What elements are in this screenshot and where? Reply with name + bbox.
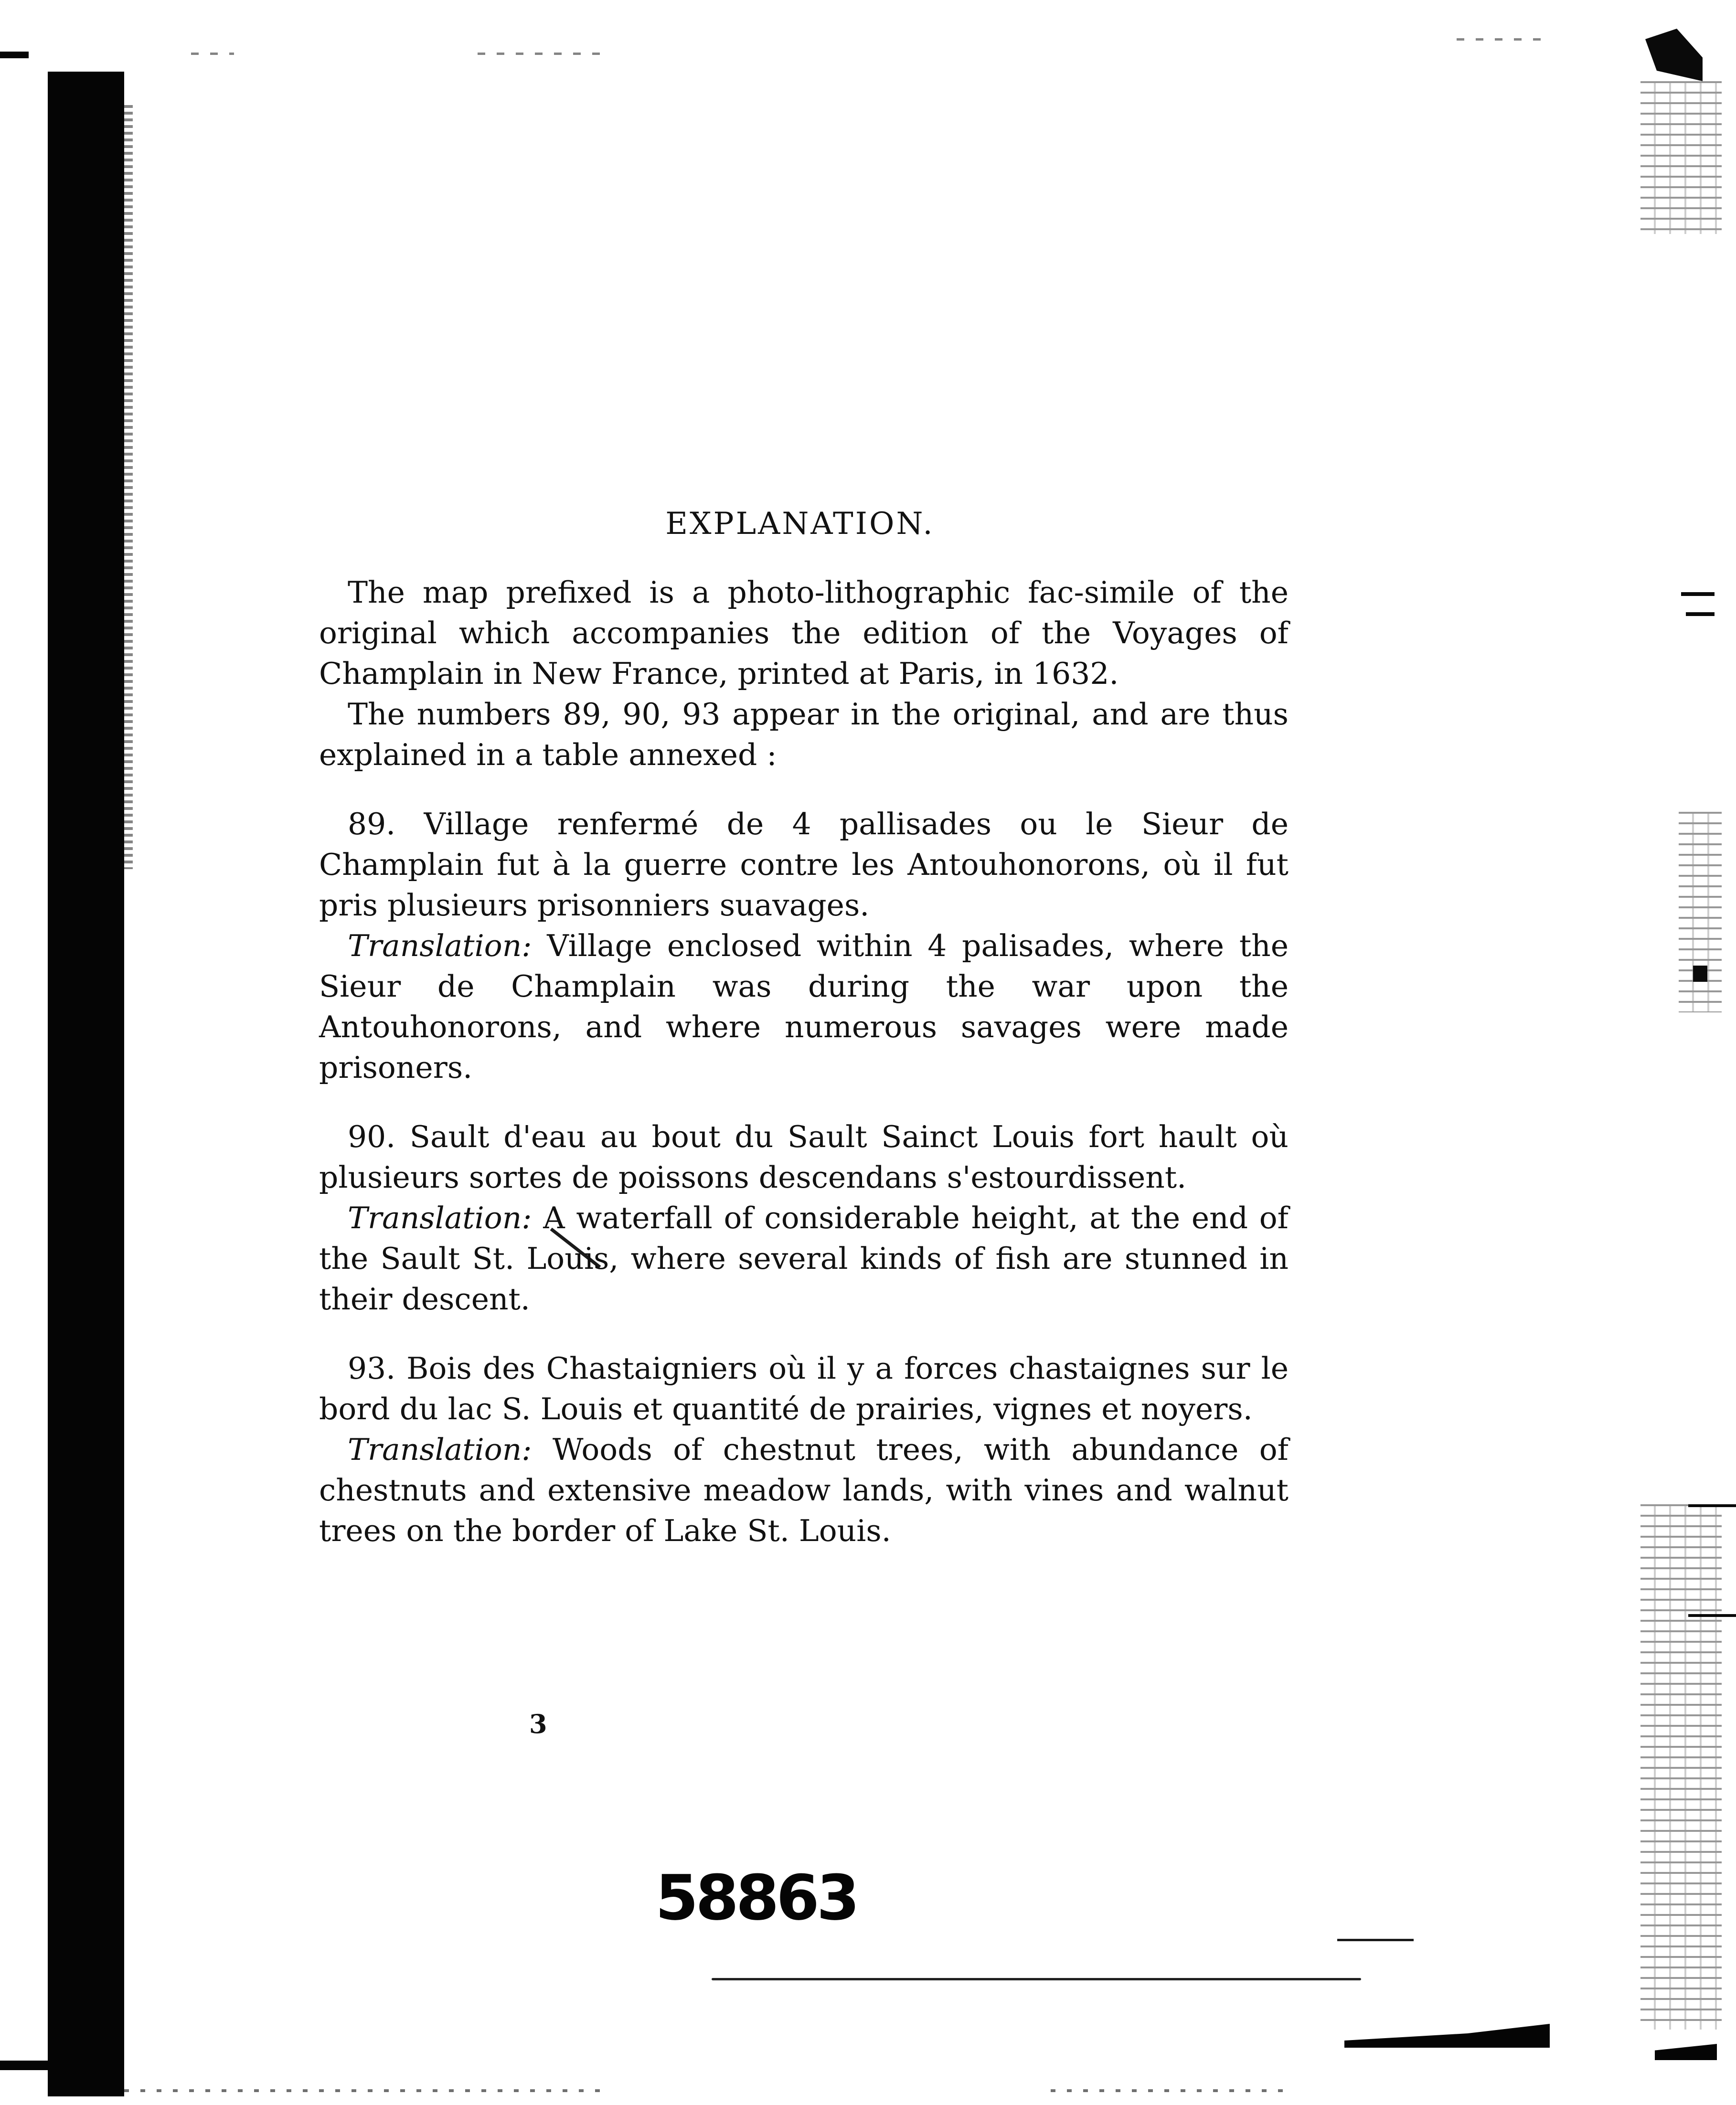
scan-binding-edge — [124, 105, 133, 869]
scan-edge-mark — [0, 52, 29, 58]
translation-text: Woods of chestnut trees, with abundance of chestnuts and extensive meadow lands, with vines and walnut trees on the border of Lake St. Louis. — [319, 1432, 1289, 1548]
scan-edge-mark — [1681, 592, 1715, 596]
scan-edge-speckle — [1640, 1504, 1722, 2030]
scan-smudge — [1344, 2024, 1550, 2048]
bottom-rule — [712, 1978, 1361, 1980]
translation-text: Village enclosed within 4 palisades, where the Sieur de Champlain was during the war upon the Antouhonorons, and where numerous savages were made prisoners. — [319, 928, 1289, 1085]
page-heading: EXPLANATION. — [665, 506, 935, 542]
scan-dust — [1051, 2089, 1289, 2092]
scan-binding-shadow — [48, 72, 124, 2096]
scan-edge-mark — [1688, 1614, 1736, 1617]
entry-translation — [319, 925, 1289, 1088]
scan-edge-mark — [0, 2061, 53, 2070]
catalog-stamp: 58863 — [655, 1861, 857, 1934]
entry-translation — [319, 1198, 1289, 1319]
entry-translation — [319, 1429, 1289, 1551]
scan-edge-mark — [1686, 612, 1715, 616]
translation-label: Translation: — [348, 1201, 532, 1235]
scan-edge-speckle — [1679, 812, 1722, 1012]
scan-edge-mark — [1693, 966, 1707, 982]
scan-dust — [1457, 38, 1552, 41]
translation-label: Translation: — [348, 1432, 532, 1467]
scan-dust — [478, 53, 602, 55]
scan-dust — [124, 2089, 602, 2092]
scan-dust — [191, 53, 234, 55]
entry-original: 90. Sault d'eau au bout du Sault Sainct Louis fort hault où plusieurs sortes de poissons descendans s'estourdissent. — [319, 1119, 1289, 1195]
scan-edge-mark — [1688, 1504, 1736, 1507]
entry-original: 93. Bois des Chastaigniers où il y a forces chastaignes sur le bord du lac S. Louis et quantité de prairies, vignes et noyers. — [319, 1351, 1289, 1426]
document-body — [319, 572, 1289, 1551]
intro-paragraph: The numbers 89, 90, 93 appear in the original, and are thus explained in a table annexed : — [319, 697, 1289, 772]
scan-corner-mark — [1645, 29, 1703, 81]
scan-dust — [1337, 1939, 1414, 1941]
page-number: 3 — [529, 1709, 547, 1739]
translation-label: Translation: — [348, 928, 532, 963]
translation-text: A waterfall of considerable height, at the end of the Sault St. Louis, where several kinds of fish are stunned in their descent. — [319, 1201, 1289, 1317]
entry-original: 89. Village renfermé de 4 pallisades ou le Sieur de Champlain fut à la guerre contre les Antouhonorons, où il fut pris plusieurs prisonniers suavages. — [319, 807, 1289, 923]
scan-edge-mark — [1655, 2044, 1717, 2060]
intro-paragraph: The map prefixed is a photo-lithographic fac-simile of the original which accompanies the edition of the Voyages of Champlain in New France, printed at Paris, in 1632. — [319, 575, 1289, 691]
scan-edge-speckle — [1640, 81, 1722, 234]
